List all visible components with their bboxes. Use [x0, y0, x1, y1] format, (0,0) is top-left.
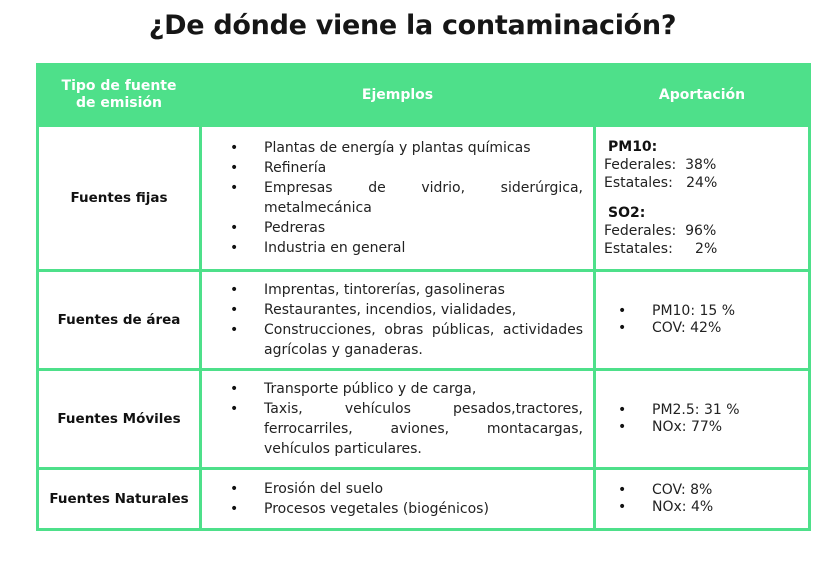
- table-row: [38, 126, 810, 271]
- source-type-cell: Fuentes Naturales: [38, 469, 201, 530]
- list-item: • Refinería: [202, 158, 593, 178]
- list-item: • NOx: 4%: [596, 499, 808, 516]
- examples-cell: [201, 370, 595, 469]
- table-row: [38, 469, 810, 530]
- examples-list: [202, 138, 593, 258]
- contribution-line: Estatales: 24%: [604, 174, 718, 191]
- contribution-cell: [595, 370, 810, 469]
- list-item: • COV: 8%: [596, 482, 808, 499]
- examples-cell: [201, 126, 595, 271]
- contribution-cell: [595, 469, 810, 530]
- contribution-list: [596, 482, 808, 516]
- contribution-cell: [595, 270, 810, 369]
- list-item: • Construcciones, obras públicas, actividades agrícolas y ganaderas.: [202, 320, 593, 360]
- table-header-row: [38, 65, 810, 126]
- list-item: • Erosión del suelo: [202, 479, 593, 499]
- list-item: • Restaurantes, incendios, vialidades,: [202, 300, 593, 320]
- table-row: [38, 370, 810, 469]
- list-item: • PM10: 15 %: [596, 303, 808, 320]
- list-item: • Procesos vegetales (biogénicos): [202, 499, 593, 519]
- list-item: • Pedreras: [202, 218, 593, 238]
- header-source-type: Tipo de fuente de emisión: [38, 65, 201, 126]
- contribution-group: [596, 138, 808, 258]
- source-type-cell: Fuentes fijas: [38, 126, 201, 271]
- list-item: • Taxis, vehículos pesados,tractores, ferrocarriles, aviones, montacargas, vehículos particulares.: [202, 399, 593, 459]
- examples-cell: [201, 469, 595, 530]
- contribution-cell: [595, 126, 810, 271]
- pollutant-label: SO2:: [608, 204, 646, 221]
- page-title: ¿De dónde viene la contaminación?: [148, 10, 677, 41]
- list-item: • COV: 42%: [596, 320, 808, 337]
- examples-list: [202, 280, 593, 360]
- list-item: • PM2.5: 31 %: [596, 402, 808, 419]
- contribution-list: [596, 303, 808, 337]
- list-item: • Industria en general: [202, 238, 593, 258]
- pollutant-label: PM10:: [608, 138, 658, 155]
- contribution-line: Federales: 96%: [604, 222, 717, 239]
- list-item: • NOx: 77%: [596, 419, 808, 436]
- list-item: • Transporte público y de carga,: [202, 379, 593, 399]
- source-type-cell: Fuentes Móviles: [38, 370, 201, 469]
- contribution-line: Estatales: 2%: [604, 240, 718, 257]
- list-item: • Imprentas, tintorerías, gasolineras: [202, 280, 593, 300]
- table-row: [38, 270, 810, 369]
- header-examples: Ejemplos: [201, 65, 595, 126]
- examples-list: [202, 379, 593, 459]
- pollution-sources-table: [36, 63, 811, 531]
- list-item: • Empresas de vidrio, siderúrgica, metalmecánica: [202, 178, 593, 218]
- examples-cell: [201, 270, 595, 369]
- header-contribution: Aportación: [595, 65, 810, 126]
- contribution-list: [596, 402, 808, 436]
- examples-list: [202, 479, 593, 519]
- contribution-line: Federales: 38%: [604, 156, 717, 173]
- source-type-cell: Fuentes de área: [38, 270, 201, 369]
- list-item: • Plantas de energía y plantas químicas: [202, 138, 593, 158]
